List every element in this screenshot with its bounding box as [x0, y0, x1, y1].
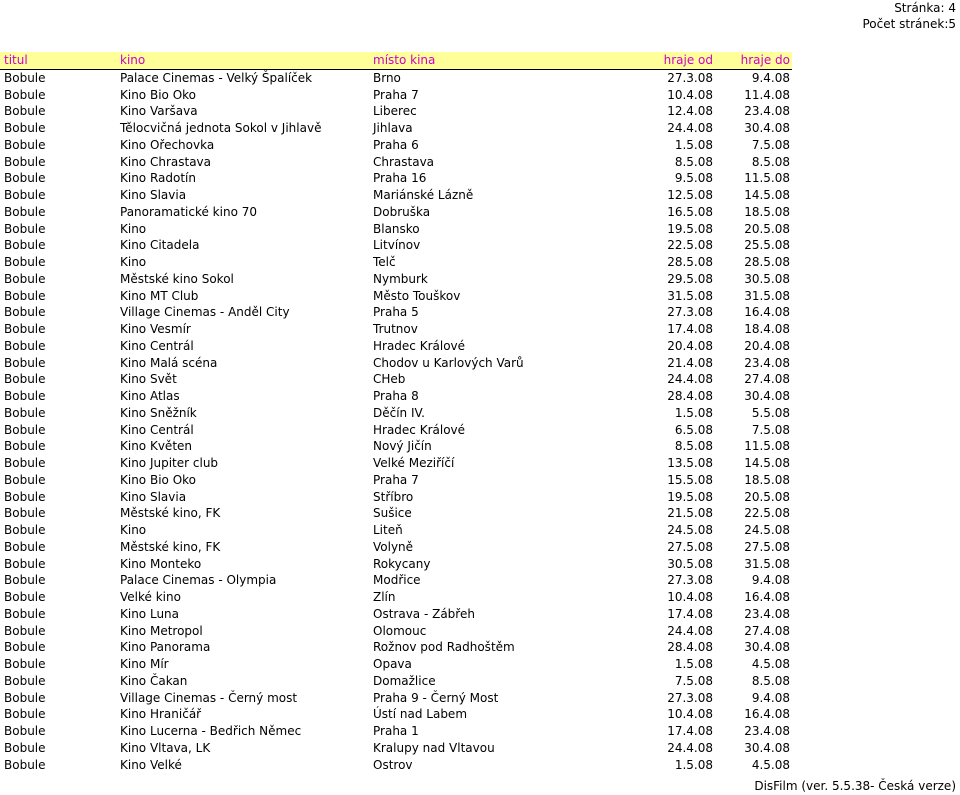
table-row [0, 204, 792, 221]
cell-misto-kina: Nymburk [373, 271, 428, 286]
table-row [0, 656, 792, 673]
cell-hraje-do: 11.4.08 [744, 87, 790, 102]
cell-hraje-do: 23.4.08 [744, 104, 790, 119]
cell-misto-kina: Nový Jičín [373, 439, 432, 454]
cell-misto-kina: Blansko [373, 221, 420, 236]
table-row [0, 221, 792, 238]
cell-kino: Kino Květen [120, 439, 193, 454]
table-row [0, 338, 792, 355]
cell-hraje-do: 16.4.08 [744, 305, 790, 320]
cell-hraje-od: 8.5.08 [674, 439, 713, 454]
cell-kino: Kino Centrál [120, 422, 194, 437]
cell-titul: Bobule [4, 606, 46, 621]
cell-titul: Bobule [4, 456, 46, 470]
page-info [862, 0, 956, 32]
cell-hraje-do: 24.5.08 [744, 523, 790, 537]
cell-kino: Kino Monteko [120, 556, 202, 571]
cell-hraje-od: 16.5.08 [667, 204, 713, 219]
cell-kino: Kino Varšava [120, 104, 198, 119]
cell-hraje-do: 27.4.08 [744, 372, 790, 387]
cell-kino: Kino Vltava, LK [120, 740, 211, 755]
cell-hraje-do: 16.4.08 [744, 590, 790, 604]
cell-hraje-do: 28.5.08 [744, 255, 790, 269]
cell-kino: Panoramatické kino 70 [120, 204, 257, 219]
cell-titul: Bobule [4, 121, 46, 135]
cell-kino: Palace Cinemas - Olympia [120, 573, 277, 588]
cell-titul: Bobule [4, 573, 46, 588]
cell-hraje-do: 16.4.08 [744, 707, 790, 722]
cell-hraje-do: 22.5.08 [744, 506, 790, 521]
page-number: Stránka: 4 [894, 1, 956, 15]
cell-hraje-od: 8.5.08 [674, 154, 713, 169]
cell-misto-kina: Brno [373, 70, 401, 85]
cell-hraje-do: 30.4.08 [744, 740, 790, 755]
cell-titul: Bobule [4, 87, 46, 102]
cell-titul: Bobule [4, 322, 46, 336]
cell-hraje-do: 20.5.08 [744, 489, 790, 504]
cell-titul: Bobule [4, 70, 46, 85]
table-row [0, 69, 792, 86]
cell-hraje-od: 10.4.08 [667, 87, 713, 102]
cell-titul: Bobule [4, 690, 46, 705]
cell-hraje-od: 24.4.08 [667, 623, 713, 638]
table-row [0, 438, 792, 455]
cell-kino: Kino MT Club [120, 288, 199, 303]
cell-hraje-do: 18.5.08 [744, 472, 790, 487]
cell-titul: Bobule [4, 657, 46, 671]
cell-titul: Bobule [4, 238, 46, 253]
cell-titul: Bobule [4, 757, 46, 772]
cell-titul: Bobule [4, 288, 46, 303]
cell-hraje-od: 13.5.08 [667, 456, 713, 470]
cell-titul: Bobule [4, 724, 46, 738]
table-row [0, 170, 792, 187]
cell-hraje-od: 28.5.08 [667, 255, 713, 269]
cell-hraje-do: 7.5.08 [751, 422, 790, 437]
cell-titul: Bobule [4, 623, 46, 638]
cell-kino: Kino Čakan [120, 673, 188, 688]
cell-misto-kina: Dobruška [373, 204, 431, 219]
cell-titul: Bobule [4, 489, 46, 504]
cell-misto-kina: Telč [373, 255, 396, 269]
cell-kino: Kino Jupiter club [120, 456, 219, 470]
cell-titul: Bobule [4, 673, 46, 688]
cell-hraje-do: 31.5.08 [744, 288, 790, 303]
cell-kino: Kino Metropol [120, 623, 203, 638]
footer-version: DisFilm (ver. 5.5.38- Česká verze) [754, 779, 956, 793]
table-row [0, 87, 792, 104]
cell-misto-kina: Opava [373, 657, 412, 671]
cell-misto-kina: Sušice [373, 506, 412, 521]
cell-hraje-od: 10.4.08 [667, 707, 713, 722]
cell-hraje-do: 11.5.08 [744, 171, 790, 186]
cell-kino: Kino [120, 255, 147, 269]
cell-kino: Kino Chrastava [120, 154, 212, 169]
cell-misto-kina: Praha 7 [373, 87, 419, 102]
cell-hraje-od: 7.5.08 [674, 673, 713, 688]
cell-misto-kina: Rokycany [373, 556, 431, 571]
col-header-hraje-do: hraje do [715, 52, 792, 69]
table-row [0, 237, 792, 254]
cell-misto-kina: Hradec Králové [373, 338, 466, 353]
table-row [0, 120, 792, 137]
cell-hraje-od: 12.5.08 [667, 188, 713, 202]
table-row [0, 539, 792, 556]
cell-titul: Bobule [4, 472, 46, 487]
cell-misto-kina: Ostrava - Zábřeh [373, 606, 475, 621]
cell-hraje-do: 23.4.08 [744, 355, 790, 370]
cell-titul: Bobule [4, 439, 46, 454]
cell-hraje-do: 23.4.08 [744, 606, 790, 621]
cell-hraje-od: 1.5.08 [674, 405, 713, 420]
cell-hraje-do: 8.5.08 [751, 154, 790, 169]
cell-misto-kina: Hradec Králové [373, 422, 466, 437]
col-header-kino: kino [116, 52, 369, 69]
cell-misto-kina: Praha 16 [373, 171, 427, 186]
cell-hraje-do: 11.5.08 [744, 439, 790, 454]
cell-hraje-do: 30.5.08 [744, 271, 790, 286]
cell-kino: Kino Svět [120, 372, 177, 387]
cell-titul: Bobule [4, 506, 46, 521]
table-row [0, 254, 792, 271]
cell-kino: Kino Bio Oko [120, 87, 196, 102]
table-body [0, 69, 792, 773]
page-count: Počet stránek:5 [862, 17, 956, 31]
cell-hraje-do: 4.5.08 [751, 657, 790, 671]
cell-titul: Bobule [4, 204, 46, 219]
cell-misto-kina: Praha 1 [373, 724, 419, 738]
table-row [0, 422, 792, 439]
cell-kino: Kino Vesmír [120, 322, 191, 336]
table-row [0, 556, 792, 573]
cell-hraje-od: 21.5.08 [667, 506, 713, 521]
table-row [0, 589, 792, 606]
cell-misto-kina: Praha 9 - Černý Most [373, 690, 499, 705]
cell-misto-kina: Litvínov [373, 238, 421, 253]
cell-hraje-od: 10.4.08 [667, 590, 713, 604]
cell-misto-kina: Chrastava [373, 154, 435, 169]
cell-titul: Bobule [4, 405, 46, 420]
cell-hraje-do: 30.4.08 [744, 121, 790, 135]
table-row [0, 304, 792, 321]
cell-hraje-do: 9.4.08 [751, 690, 790, 705]
table-row [0, 103, 792, 120]
cell-hraje-od: 1.5.08 [674, 657, 713, 671]
cell-kino: Village Cinemas - Anděl City [120, 305, 290, 320]
cell-titul: Bobule [4, 271, 46, 286]
cell-hraje-od: 27.3.08 [667, 690, 713, 705]
cell-titul: Bobule [4, 707, 46, 722]
col-header-hraje-od: hraje od [622, 52, 715, 69]
table-row [0, 505, 792, 522]
col-header-misto-kina: místo kina [369, 52, 622, 69]
cell-titul: Bobule [4, 556, 46, 571]
cell-misto-kina: Volyně [373, 539, 414, 554]
table-row [0, 288, 792, 305]
cell-titul: Bobule [4, 539, 46, 554]
cell-misto-kina: Olomouc [373, 623, 427, 638]
cell-kino: Tělocvičná jednota Sokol v Jihlavě [120, 121, 322, 135]
col-header-titul: titul [0, 52, 116, 69]
cell-hraje-do: 23.4.08 [744, 724, 790, 738]
cell-titul: Bobule [4, 305, 46, 320]
cell-hraje-do: 20.4.08 [744, 338, 790, 353]
table-row [0, 137, 792, 154]
cell-misto-kina: Domažlice [373, 673, 436, 688]
cell-hraje-do: 18.4.08 [744, 322, 790, 336]
cell-titul: Bobule [4, 188, 46, 202]
table-row [0, 472, 792, 489]
cell-kino: Velké kino [120, 590, 181, 604]
table-row [0, 187, 792, 204]
cell-kino: Palace Cinemas - Velký Špalíček [120, 70, 313, 85]
cell-hraje-do: 18.5.08 [744, 204, 790, 219]
cell-kino: Kino Slavia [120, 489, 187, 504]
cell-hraje-od: 17.4.08 [667, 322, 713, 336]
cell-hraje-do: 27.4.08 [744, 623, 790, 638]
cell-titul: Bobule [4, 422, 46, 437]
cell-titul: Bobule [4, 389, 46, 403]
cell-hraje-od: 17.4.08 [667, 606, 713, 621]
cell-titul: Bobule [4, 355, 46, 370]
cell-misto-kina: Rožnov pod Radhoštěm [373, 640, 515, 655]
cell-kino: Kino Luna [120, 606, 180, 621]
cell-hraje-do: 20.5.08 [744, 221, 790, 236]
cell-misto-kina: Liteň [373, 523, 403, 537]
cell-kino: Městské kino, FK [120, 539, 221, 554]
table-header-row [0, 52, 792, 69]
cell-misto-kina: Kralupy nad Vltavou [373, 740, 495, 755]
cell-titul: Bobule [4, 104, 46, 119]
table-row [0, 690, 792, 707]
cell-hraje-do: 30.4.08 [744, 389, 790, 403]
cell-kino: Kino [120, 523, 147, 537]
cell-hraje-od: 24.4.08 [667, 372, 713, 387]
cell-hraje-od: 27.5.08 [667, 539, 713, 554]
table-row [0, 455, 792, 472]
cell-hraje-od: 28.4.08 [667, 389, 713, 403]
table-row [0, 371, 792, 388]
table-row [0, 572, 792, 589]
cell-kino: Kino Velké [120, 757, 182, 772]
table-row [0, 740, 792, 757]
cell-misto-kina: Modřice [373, 573, 421, 588]
cell-hraje-do: 27.5.08 [744, 539, 790, 554]
table-row [0, 623, 792, 640]
cell-misto-kina: Děčín IV. [373, 405, 425, 420]
cell-misto-kina: Jihlava [373, 121, 413, 135]
cell-hraje-od: 15.5.08 [667, 472, 713, 487]
cell-kino: Kino Radotín [120, 171, 196, 186]
table-row [0, 271, 792, 288]
cell-misto-kina: CHeb [373, 372, 406, 387]
cell-hraje-do: 14.5.08 [744, 188, 790, 202]
table-row [0, 489, 792, 506]
cell-hraje-od: 27.3.08 [667, 573, 713, 588]
table-row [0, 706, 792, 723]
cell-hraje-do: 7.5.08 [751, 137, 790, 152]
cell-hraje-od: 19.5.08 [667, 221, 713, 236]
cell-kino: Village Cinemas - Černý most [120, 690, 298, 705]
table-row [0, 522, 792, 539]
cell-hraje-do: 8.5.08 [751, 673, 790, 688]
cell-misto-kina: Chodov u Karlových Varů [373, 355, 524, 370]
cell-misto-kina: Ústí nad Labem [373, 707, 468, 722]
cell-hraje-do: 30.4.08 [744, 640, 790, 655]
cell-kino: Kino Atlas [120, 389, 180, 403]
table-row [0, 757, 792, 774]
cell-kino: Kino Lucerna - Bedřich Němec [120, 724, 302, 738]
cell-hraje-od: 24.4.08 [667, 121, 713, 135]
cell-hraje-do: 5.5.08 [751, 405, 790, 420]
cell-hraje-od: 20.4.08 [667, 338, 713, 353]
cell-hraje-do: 31.5.08 [744, 556, 790, 571]
cell-misto-kina: Praha 5 [373, 305, 419, 320]
cell-titul: Bobule [4, 221, 46, 236]
cell-hraje-od: 17.4.08 [667, 724, 713, 738]
table-row [0, 388, 792, 405]
cell-hraje-od: 9.5.08 [674, 171, 713, 186]
cell-hraje-od: 24.5.08 [667, 523, 713, 537]
cell-hraje-od: 19.5.08 [667, 489, 713, 504]
cell-kino: Městské kino, FK [120, 506, 221, 521]
table-row [0, 606, 792, 623]
cell-hraje-od: 12.4.08 [667, 104, 713, 119]
cell-kino: Kino Centrál [120, 338, 194, 353]
cell-kino: Kino [120, 221, 147, 236]
cell-titul: Bobule [4, 255, 46, 269]
cell-hraje-od: 24.4.08 [667, 740, 713, 755]
table-row [0, 405, 792, 422]
table-row [0, 154, 792, 171]
cell-titul: Bobule [4, 171, 46, 186]
cell-hraje-do: 4.5.08 [751, 757, 790, 772]
cell-hraje-do: 9.4.08 [751, 70, 790, 85]
cell-titul: Bobule [4, 590, 46, 604]
table-row [0, 321, 792, 338]
cell-misto-kina: Stříbro [373, 489, 414, 504]
cell-titul: Bobule [4, 640, 46, 655]
cell-misto-kina: Praha 7 [373, 472, 419, 487]
table-row [0, 723, 792, 740]
cell-hraje-do: 14.5.08 [744, 456, 790, 470]
cell-misto-kina: Zlín [373, 590, 396, 604]
cell-misto-kina: Praha 8 [373, 389, 419, 403]
cell-titul: Bobule [4, 137, 46, 152]
cell-kino: Kino Sněžník [120, 405, 197, 420]
cell-hraje-od: 30.5.08 [667, 556, 713, 571]
table-row [0, 673, 792, 690]
cell-hraje-od: 28.4.08 [667, 640, 713, 655]
cell-hraje-do: 25.5.08 [744, 238, 790, 253]
cell-kino: Kino Mír [120, 657, 169, 671]
cell-misto-kina: Město Touškov [373, 288, 461, 303]
cell-hraje-od: 22.5.08 [667, 238, 713, 253]
cell-kino: Kino Malá scéna [120, 355, 218, 370]
cell-titul: Bobule [4, 338, 46, 353]
cell-misto-kina: Mariánské Lázně [373, 188, 474, 202]
cell-misto-kina: Praha 6 [373, 137, 419, 152]
cell-hraje-od: 29.5.08 [667, 271, 713, 286]
cell-misto-kina: Velké Meziříčí [373, 456, 455, 470]
cell-hraje-od: 21.4.08 [667, 355, 713, 370]
cell-kino: Kino Ořechovka [120, 137, 215, 152]
cell-kino: Kino Hraničář [120, 707, 202, 722]
cell-misto-kina: Trutnov [373, 322, 418, 336]
screenings-table [0, 52, 792, 773]
table-row [0, 355, 792, 372]
cell-hraje-od: 27.3.08 [667, 70, 713, 85]
cell-titul: Bobule [4, 154, 46, 169]
cell-titul: Bobule [4, 740, 46, 755]
cell-kino: Kino Bio Oko [120, 472, 196, 487]
cell-kino: Kino Citadela [120, 238, 200, 253]
cell-misto-kina: Ostrov [373, 757, 413, 772]
table-row [0, 639, 792, 656]
cell-misto-kina: Liberec [373, 104, 417, 119]
cell-titul: Bobule [4, 372, 46, 387]
cell-hraje-od: 6.5.08 [674, 422, 713, 437]
cell-hraje-do: 9.4.08 [751, 573, 790, 588]
cell-titul: Bobule [4, 523, 46, 537]
cell-hraje-od: 27.3.08 [667, 305, 713, 320]
cell-kino: Městské kino Sokol [120, 271, 234, 286]
cell-hraje-od: 1.5.08 [674, 757, 713, 772]
cell-hraje-od: 31.5.08 [667, 288, 713, 303]
cell-hraje-od: 1.5.08 [674, 137, 713, 152]
cell-kino: Kino Slavia [120, 188, 187, 202]
cell-kino: Kino Panorama [120, 640, 211, 655]
